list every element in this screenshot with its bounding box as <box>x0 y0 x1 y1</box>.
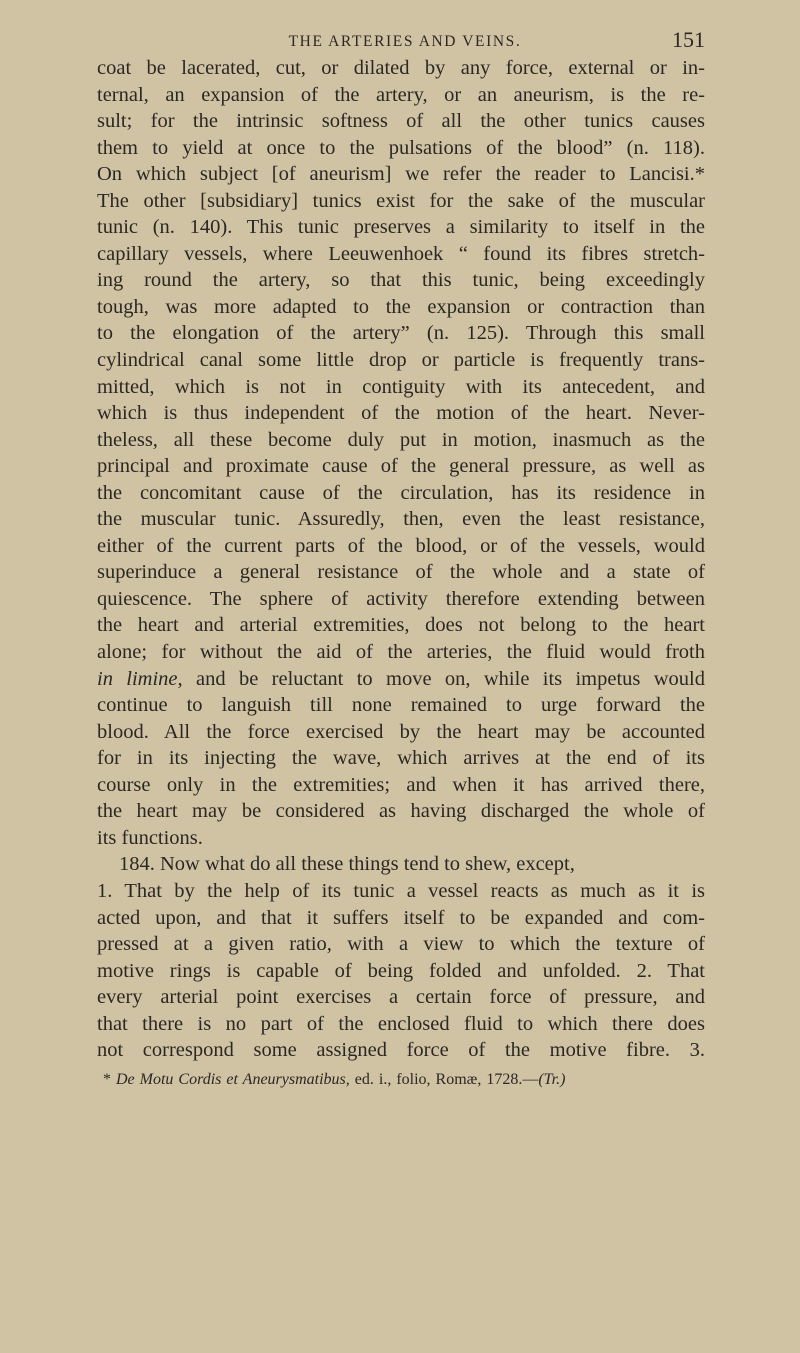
body-text <box>97 55 705 1064</box>
text-span: 184. Now what do all these things tend to shew, except, <box>119 853 575 876</box>
text-line: the muscular tunic. Assuredly, then, even the least resistance, <box>97 508 705 531</box>
text-span: and be reluctant to move on, while its impetus would <box>182 667 706 690</box>
text-line: The other [subsidiary] tunics exist for the sake of the muscular <box>97 189 705 212</box>
text-line: blood. All the force exercised by the heart may be accounted <box>97 720 705 743</box>
text-line <box>97 825 705 852</box>
text-line: ternal, an expansion of the artery, or an aneurism, is the re- <box>97 83 705 106</box>
text-line: sult; for the intrinsic softness of all the other tunics causes <box>97 110 705 133</box>
text-line: capillary vessels, where Leeuwenhoek “ found its fibres stretch- <box>97 242 705 265</box>
text-line: course only in the extremities; and when it has arrived there, <box>97 773 705 796</box>
footnote-translator-note: (Tr.) <box>538 1071 566 1088</box>
page-number: 151 <box>672 27 705 52</box>
text-line: superinduce a general resistance of the whole and a state of <box>97 561 705 584</box>
text-line: principal and proximate cause of the general pressure, as well as <box>97 455 705 478</box>
footnote-details: ed. i., folio, Romæ, 1728.— <box>349 1071 539 1088</box>
text-line: theless, all these become duly put in motion, inasmuch as the <box>97 428 705 451</box>
text-span: its functions. <box>97 826 203 849</box>
text-line: pressed at a given ratio, with a view to which the texture of <box>97 933 705 956</box>
text-line: the concomitant cause of the circulation, has its residence in <box>97 481 705 504</box>
text-line: the heart and arterial extremities, does not belong to the heart <box>97 614 705 637</box>
text-line: quiescence. The sphere of activity therefore extending between <box>97 587 705 610</box>
text-line: either of the current parts of the blood, or of the vessels, would <box>97 534 705 557</box>
text-line: every arterial point exercises a certain force of pressure, and <box>97 986 705 1009</box>
text-line: ing round the artery, so that this tunic, being exceedingly <box>97 269 705 292</box>
text-line: acted upon, and that it suffers itself to be expanded and com- <box>97 906 705 929</box>
text-line: tough, was more adapted to the expansion or contraction than <box>97 295 705 318</box>
italic-phrase: in limine, <box>97 667 183 690</box>
footnote-marker: * <box>103 1071 116 1088</box>
text-line: tunic (n. 140). This tunic preserves a similarity to itself in the <box>97 216 705 239</box>
text-line: On which subject [of aneurism] we refer the reader to Lancisi.* <box>97 163 705 186</box>
text-line: to the elongation of the artery” (n. 125). Through this small <box>97 322 705 345</box>
running-title: THE ARTERIES AND VEINS. <box>288 33 522 50</box>
text-line: that there is no part of the enclosed fluid to which there does <box>97 1012 705 1035</box>
text-line: for in its injecting the wave, which arrives at the end of its <box>97 747 705 770</box>
text-line: coat be lacerated, cut, or dilated by any force, external or in- <box>97 57 705 79</box>
text-line: them to yield at once to the pulsations of the blood” (n. 118). <box>97 136 705 159</box>
text-line: cylindrical canal some little drop or particle is frequently trans- <box>97 349 705 372</box>
text-line: alone; for without the aid of the arteries, the fluid would froth <box>97 641 705 664</box>
text-line: motive rings is capable of being folded and unfolded. 2. That <box>97 959 705 982</box>
footnote <box>103 1071 703 1089</box>
page-header <box>97 27 705 55</box>
text-line: 1. That by the help of its tunic a vessel reacts as much as it is <box>97 879 705 902</box>
text-line: mitted, which is not in contiguity with its antecedent, and <box>97 375 705 398</box>
footnote-title: De Motu Cordis et Aneurysmatibus, <box>116 1071 350 1088</box>
text-line: not correspond some assigned force of the motive fibre. 3. <box>97 1039 705 1062</box>
text-line <box>97 851 705 878</box>
text-line: which is thus independent of the motion of the heart. Never- <box>97 402 705 425</box>
text-line: the heart may be considered as having discharged the whole of <box>97 800 705 823</box>
text-line: continue to languish till none remained to urge forward the <box>97 694 705 717</box>
text-line <box>97 666 705 693</box>
